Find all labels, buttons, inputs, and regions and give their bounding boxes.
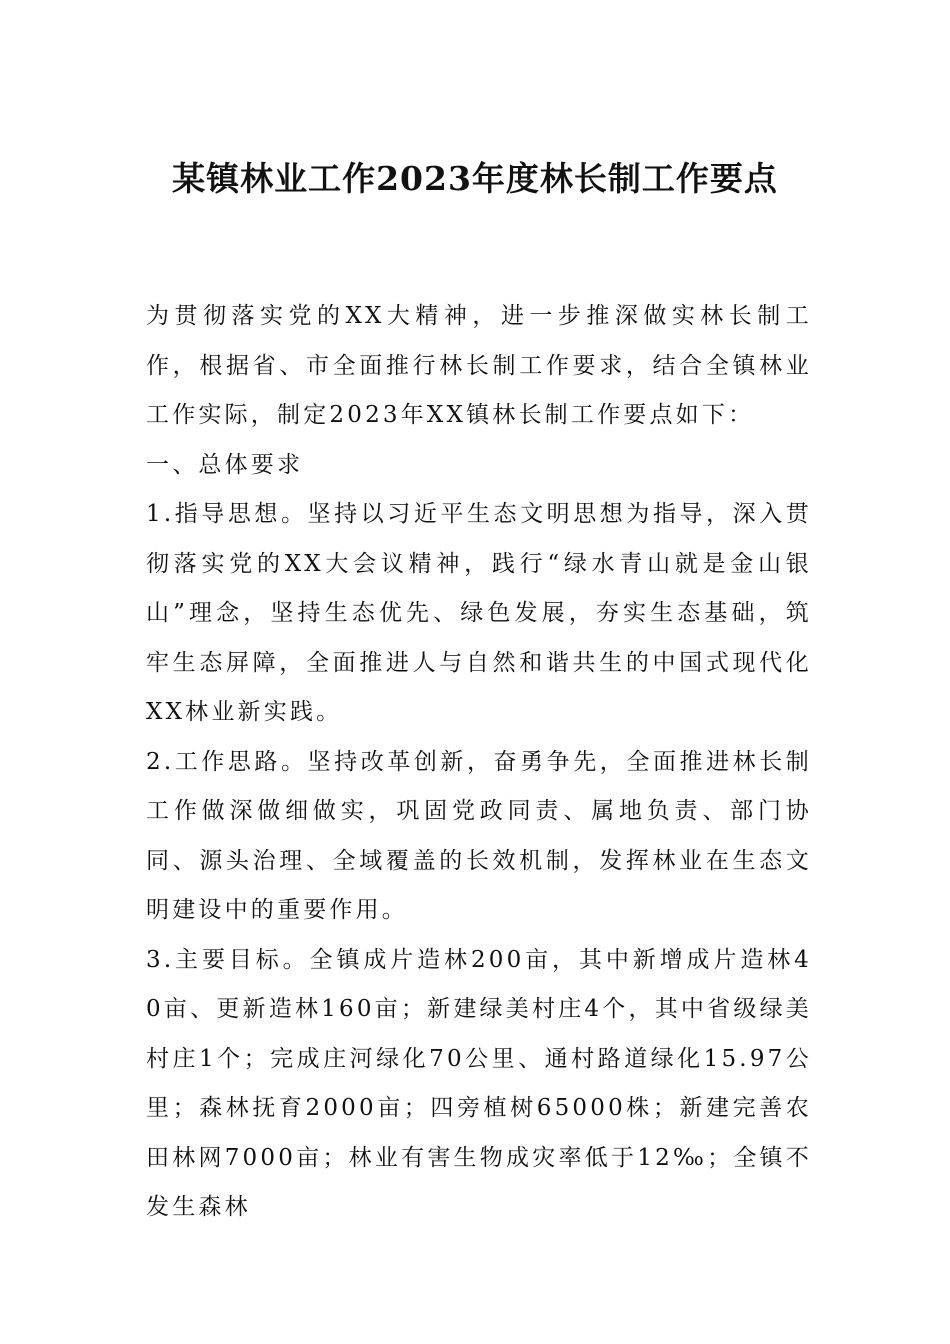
paragraph-intro: 为贯彻落实党的XX大精神，进一步推深做实林长制工作，根据省、市全面推行林长制工作要求，结合全镇林业工作实际，制定2023年XX镇林长制工作要点如下： bbox=[146, 303, 812, 428]
document-body bbox=[146, 292, 812, 1233]
paragraph-work-approach: 2.工作思路。坚持改革创新，奋勇争先，全面推进林长制工作做深做细做实，巩固党政同责、属地负责、部门协同、源头治理、全域覆盖的长效机制，发挥林业在生态文明建设中的重要作用。 bbox=[146, 748, 812, 923]
document-title: 某镇林业工作2023年度林长制工作要点 bbox=[172, 159, 778, 198]
paragraph-guiding-ideology: 1.指导思想。坚持以习近平生态文明思想为指导，深入贯彻落实党的XX大会议精神，践行“绿水青山就是金山银山”理念，坚持生态优先、绿色发展，夯实生态基础，筑牢生态屏障，全面推进人与自然和谐共生的中国式现代化XX林业新实践。 bbox=[146, 501, 812, 725]
paragraph-main-targets: 3.主要目标。全镇成片造林200亩，其中新增成片造林40亩、更新造林160亩；新建绿美村庄4个，其中省级绿美村庄1个；完成庄河绿化70公里、通村路道绿化15.97公里；森林抚育2000亩；四旁植树65000株；新建完善农田林网7000亩；林业有害生物成灾率低于12‰；全镇不发生森林 bbox=[146, 946, 812, 1220]
section-heading-general-requirements: 一、总体要求 bbox=[146, 451, 304, 478]
